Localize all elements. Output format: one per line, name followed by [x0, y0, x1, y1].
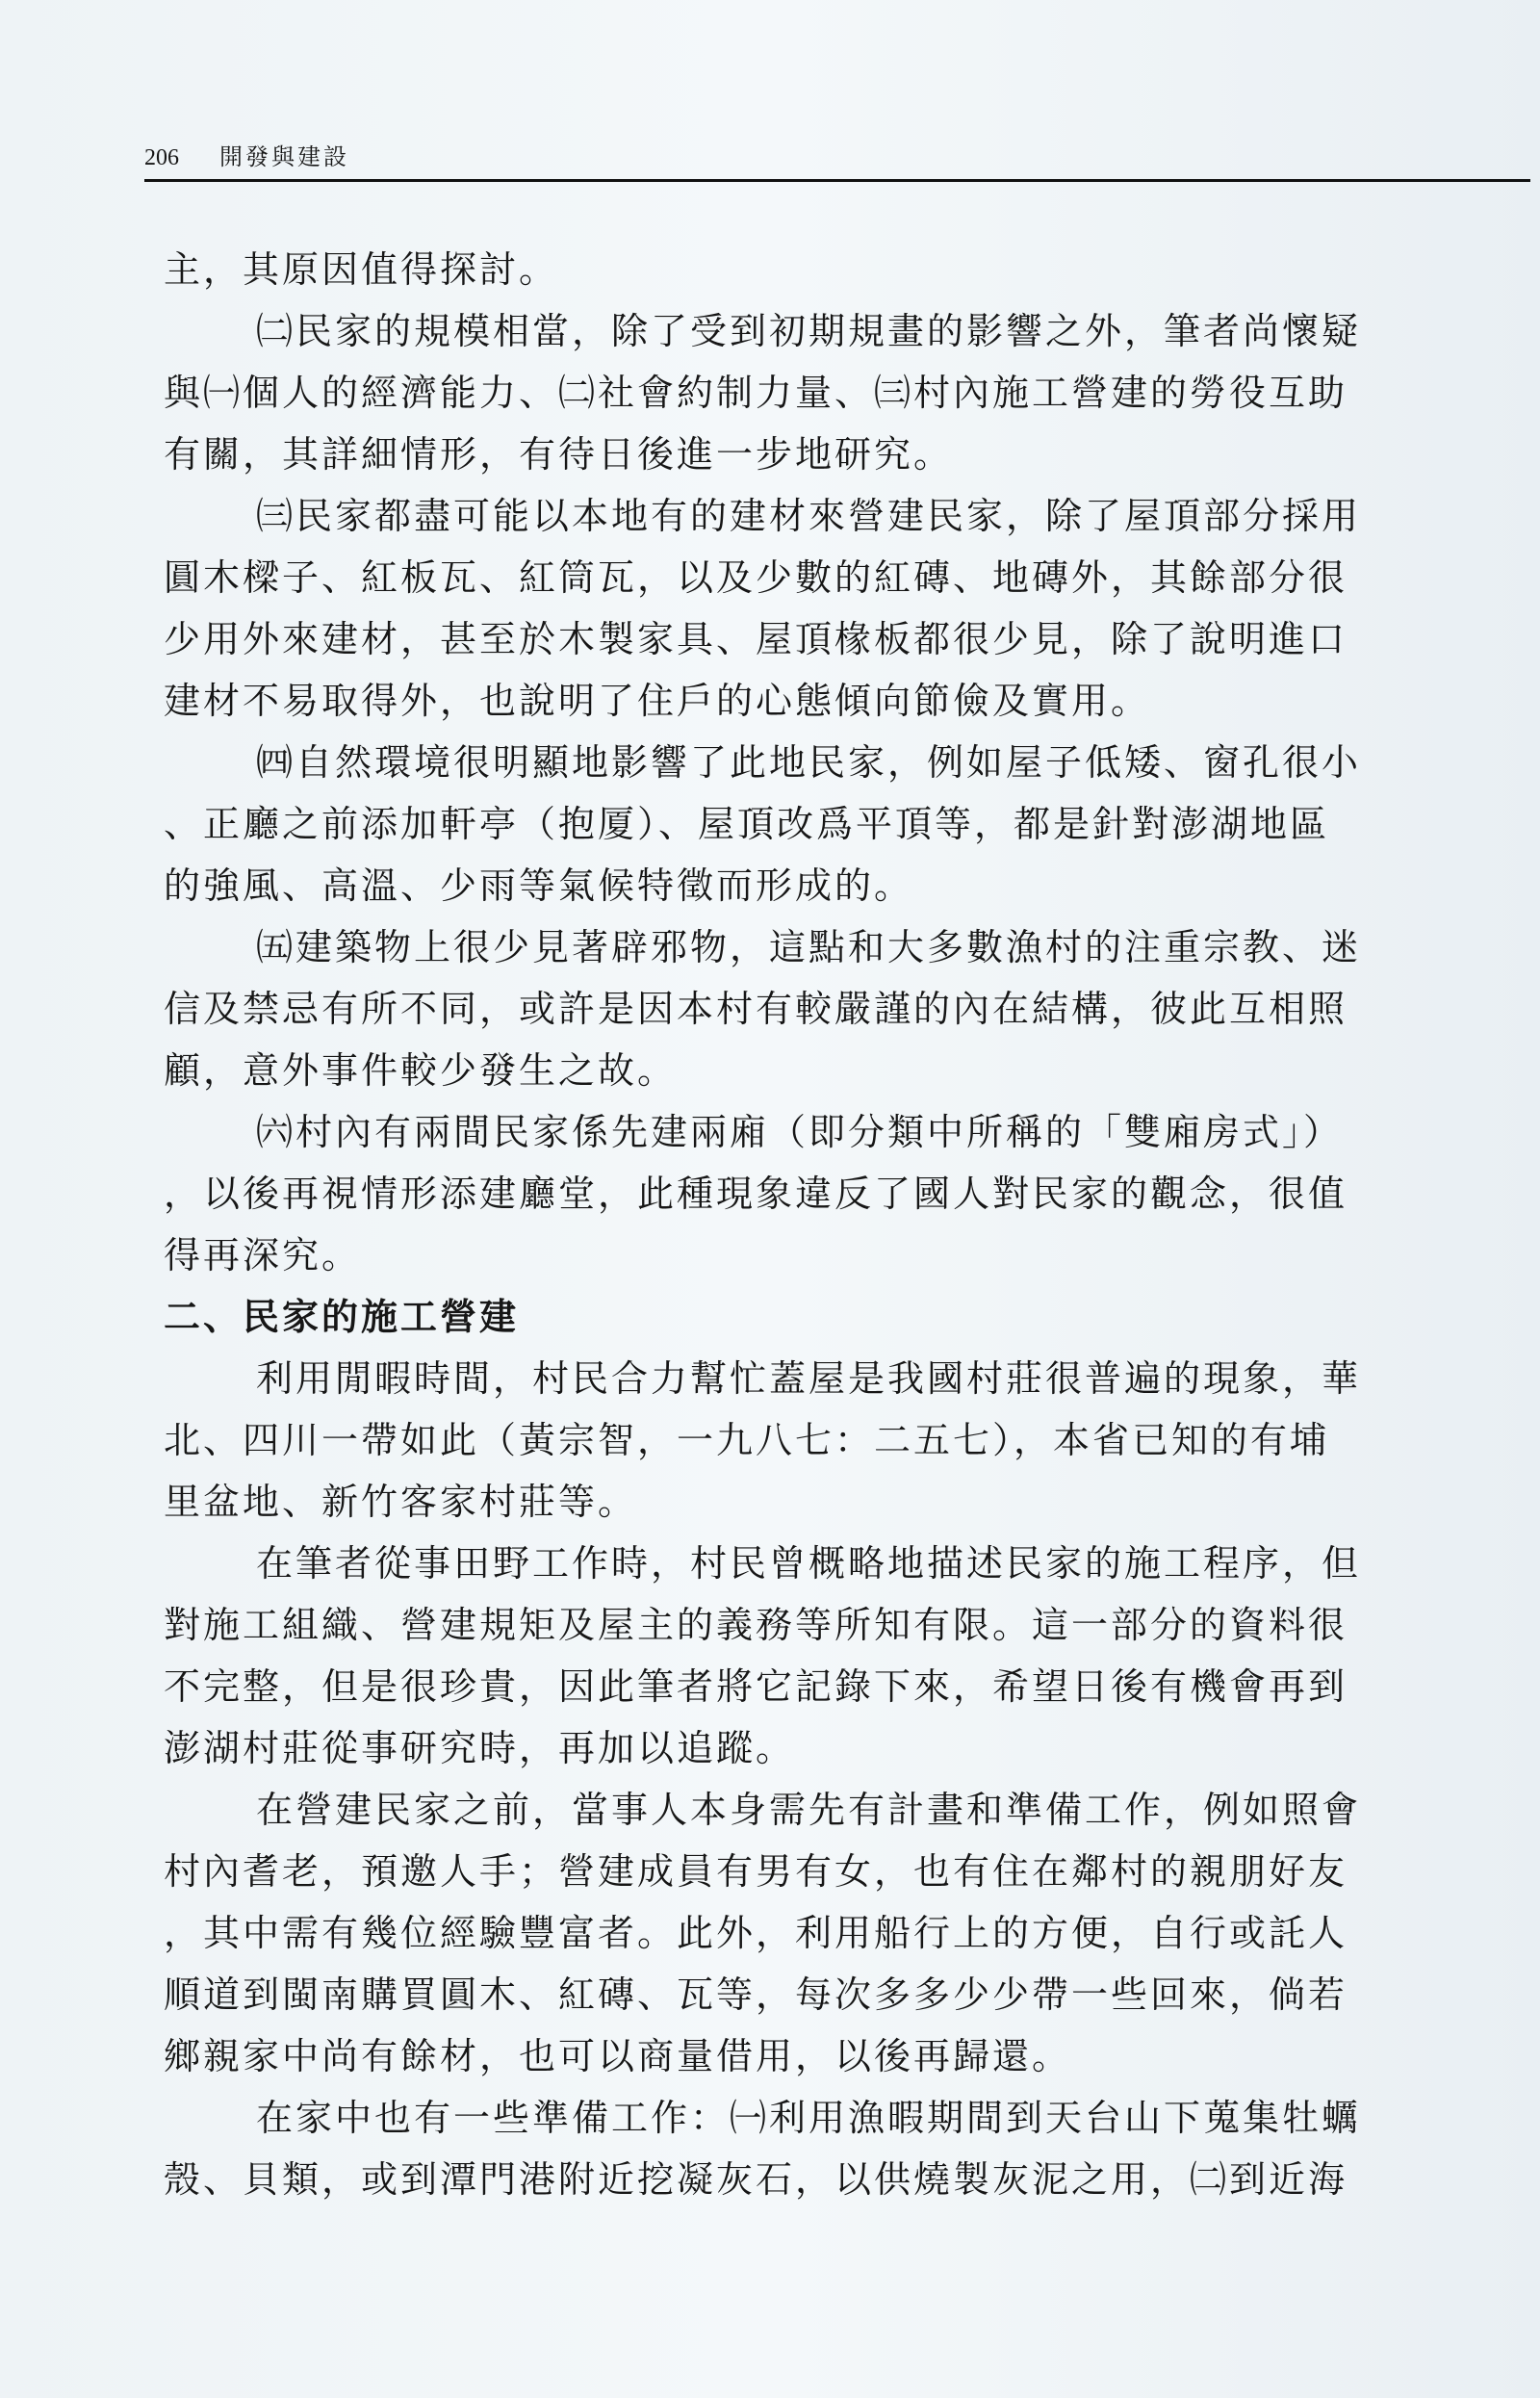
text-line: ，以後再視情形添建廳堂，此種現象違反了國人對民家的觀念，很值 — [164, 1173, 1348, 1215]
text-line: 在家中也有一些準備工作：㈠利用漁暇期間到天台山下蒐集牡蠣 — [256, 2097, 1362, 2139]
text-line: 、正廳之前添加軒亭（抱厦）、屋頂改爲平頂等，都是針對澎湖地區 — [164, 803, 1330, 845]
text-line: 建材不易取得外，也說明了住戶的心態傾向節儉及實用。 — [164, 680, 1151, 722]
text-line: ㈣自然環境很明顯地影響了此地民家，例如屋子低矮、窗孔很小 — [256, 741, 1362, 784]
text-line: 鄉親家中尚有餘材，也可以商量借用，以後再歸還。 — [164, 2035, 1072, 2077]
text-line: 有關，其詳細情形，有待日後進一步地研究。 — [164, 433, 954, 476]
text-line: 與㈠個人的經濟能力、㈡社會約制力量、㈢村內施工營建的勞役互助 — [164, 372, 1348, 414]
text-line: 里盆地、新竹客家村莊等。 — [164, 1481, 638, 1523]
book-title: 開發與建設 — [219, 145, 349, 170]
text-line: 圓木樑子、紅板瓦、紅筒瓦，以及少數的紅磚、地磚外，其餘部分很 — [164, 556, 1348, 599]
text-line: 得再深究。 — [164, 1234, 362, 1276]
text-line: 主，其原因值得探討。 — [164, 248, 559, 291]
text-line: ㈡民家的規模相當，除了受到初期規畫的影響之外，筆者尚懷疑 — [256, 310, 1362, 352]
text-line: ，其中需有幾位經驗豐富者。此外，利用船行上的方便，自行或託人 — [164, 1912, 1348, 1954]
text-line: 村內耆老，預邀人手；營建成員有男有女，也有住在鄰村的親朋好友 — [164, 1850, 1348, 1893]
text-line: 順道到閩南購買圓木、紅磚、瓦等，每次多多少少帶一些回來，倘若 — [164, 1973, 1348, 2016]
text-line: 北、四川一帶如此（黃宗智，一九八七：二五七），本省已知的有埔 — [164, 1419, 1330, 1461]
page-number: 206 — [144, 145, 179, 170]
text-line: ㈥村內有兩間民家係先建兩廂（即分類中所稱的「雙廂房式」） — [256, 1111, 1344, 1153]
text-line: 在筆者從事田野工作時，村民曾概略地描述民家的施工程序，但 — [256, 1542, 1362, 1585]
text-line: ㈤建築物上很少見著辟邪物，這點和大多數漁村的注重宗教、迷 — [256, 926, 1362, 968]
text-line: 利用閒暇時間，村民合力幫忙蓋屋是我國村莊很普遍的現象，華 — [256, 1357, 1362, 1400]
text-line: 殼、貝類，或到潭門港附近挖凝灰石，以供燒製灰泥之用，㈡到近海 — [164, 2158, 1348, 2201]
text-line: 對施工組織、營建規矩及屋主的義務等所知有限。這一部分的資料很 — [164, 1604, 1348, 1646]
text-line: 不完整，但是很珍貴，因此筆者將它記錄下來，希望日後有機會再到 — [164, 1665, 1348, 1708]
text-line: 信及禁忌有所不同，或許是因本村有較嚴謹的內在結構，彼此互相照 — [164, 988, 1348, 1030]
running-header — [144, 137, 1530, 182]
text-line: 澎湖村莊從事研究時，再加以追蹤。 — [164, 1727, 796, 1769]
text-line: ㈢民家都盡可能以本地有的建材來營建民家，除了屋頂部分採用 — [256, 495, 1362, 537]
text-line: 少用外來建材，甚至於木製家具、屋頂椽板都很少見，除了說明進口 — [164, 618, 1348, 660]
text-line: 的強風、高溫、少雨等氣候特徵而形成的。 — [164, 864, 914, 907]
body-text — [164, 239, 1521, 2210]
text-line: 在營建民家之前，當事人本身需先有計畫和準備工作，例如照會 — [256, 1789, 1362, 1831]
text-line: 顧，意外事件較少發生之故。 — [164, 1049, 678, 1092]
section-heading: 二、民家的施工營建 — [164, 1296, 520, 1338]
